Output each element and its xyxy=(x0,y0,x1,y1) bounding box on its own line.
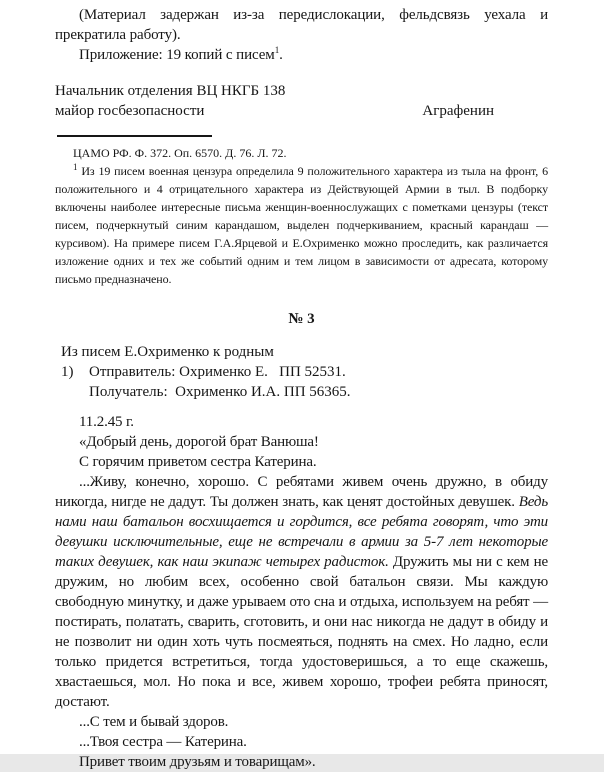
censorship-report-section xyxy=(55,5,548,121)
letter-collection-title: Из писем Е.Охрименко к родным xyxy=(61,344,274,360)
letter-header xyxy=(55,342,548,402)
letter-body-segment-roman: ...Живу, конечно, хорошо. С ребятами живем очень дружно, в обиду никогда, нигде не дадут. Ты должен знать, как ценят достойных девушек. xyxy=(55,474,548,510)
footnote-block xyxy=(55,144,548,288)
letter-greeting-line2: С горячим приветом сестра Катерина. xyxy=(79,454,317,470)
attachment-period: . xyxy=(279,47,283,63)
letter-addresses xyxy=(89,362,351,402)
letter-body-segment-italic: Ведь нами наш батальон восхищается и гордится, все ребята говорят, что эти девушки исключительные, еще не встречали в армии за 5-7 лет некоторые таких девушек, как наш экипаж четырех радисток. xyxy=(55,494,548,570)
letter-closing-line: Привет твоим друзьям и товарищам». xyxy=(79,754,316,770)
document-number-heading: № 3 xyxy=(288,311,315,327)
sender-line: Отправитель: Охрименко Е. ПП 52531. xyxy=(89,364,346,380)
footnote-divider-rule xyxy=(57,135,212,137)
signature-rank: майор госбезопасности xyxy=(55,103,205,119)
letter-item-number: 1) xyxy=(61,364,74,380)
footnote-section xyxy=(55,135,548,288)
signature-name: Аграфенин xyxy=(422,103,494,119)
letter-greeting-line1: «Добрый день, дорогой брат Ванюша! xyxy=(79,434,319,450)
report-attachment-line xyxy=(55,45,548,65)
signature-block xyxy=(55,81,548,121)
letter-body xyxy=(55,412,548,772)
footnote-reference-marker: 1 xyxy=(274,45,280,55)
report-material-note: (Материал задержан из-за передислокации, фельдсвязь уехала и прекратила работу). xyxy=(55,7,548,43)
footnote-body: Из 19 писем военная цензура определила 9 положительного характера из тыла на фронт, 6 положительного и 4 отрицательного характера из Действующей Армии в тыл. В подборку включены наиболее интересные письма женщин-военнослужащих с пометками цензуры (текст писем, подчеркнутый синим карандашом, выделен подчеркиванием, красный карандаш — курсивом). На примере писем Г.А.Ярцевой и Е.Охрименко можно проследить, как различается изложение одних и тех же событий одним и тем лицом в зависимости от адресата, которому письмо предназначено. xyxy=(55,164,548,286)
letter-body-segment-roman: Дружить мы ни с кем не дружим, но любим всех, особенно свой батальон связи. Мы каждую свободную минутку, и даже урываем ото сна и отдыха, используем на ребят — постирать, полатать, сварить, сготовить, и они нас никогда не дадут в обиду и не позволит ни один хоть чуть посмеяться, поднять на смех. Но ладно, если только придется встретиться, тогда удостоверишься, а то еще скажешь, хвастаешься, мол. Но пока и все, живем хорошо, трофеи ребята приносят, достают. xyxy=(55,554,548,710)
letter-closing-line: ...Твоя сестра — Катерина. xyxy=(79,734,247,750)
letter-body-paragraph xyxy=(55,472,548,712)
recipient-line: Получатель: Охрименко И.А. ПП 56365. xyxy=(89,384,351,400)
letter-date: 11.2.45 г. xyxy=(79,414,134,430)
signature-position-line: Начальник отделения ВЦ НКГБ 138 xyxy=(55,83,286,99)
attachment-text: Приложение: 19 копий с писем xyxy=(79,47,275,63)
footnote-marker: 1 xyxy=(73,162,78,172)
signature-row xyxy=(55,101,548,121)
letter-meta xyxy=(61,362,548,402)
archive-reference: ЦАМО РФ. Ф. 372. Оп. 6570. Д. 76. Л. 72. xyxy=(73,146,287,160)
footnote-text xyxy=(55,162,548,288)
letter-closing-line: ...С тем и бывай здоров. xyxy=(79,714,229,730)
